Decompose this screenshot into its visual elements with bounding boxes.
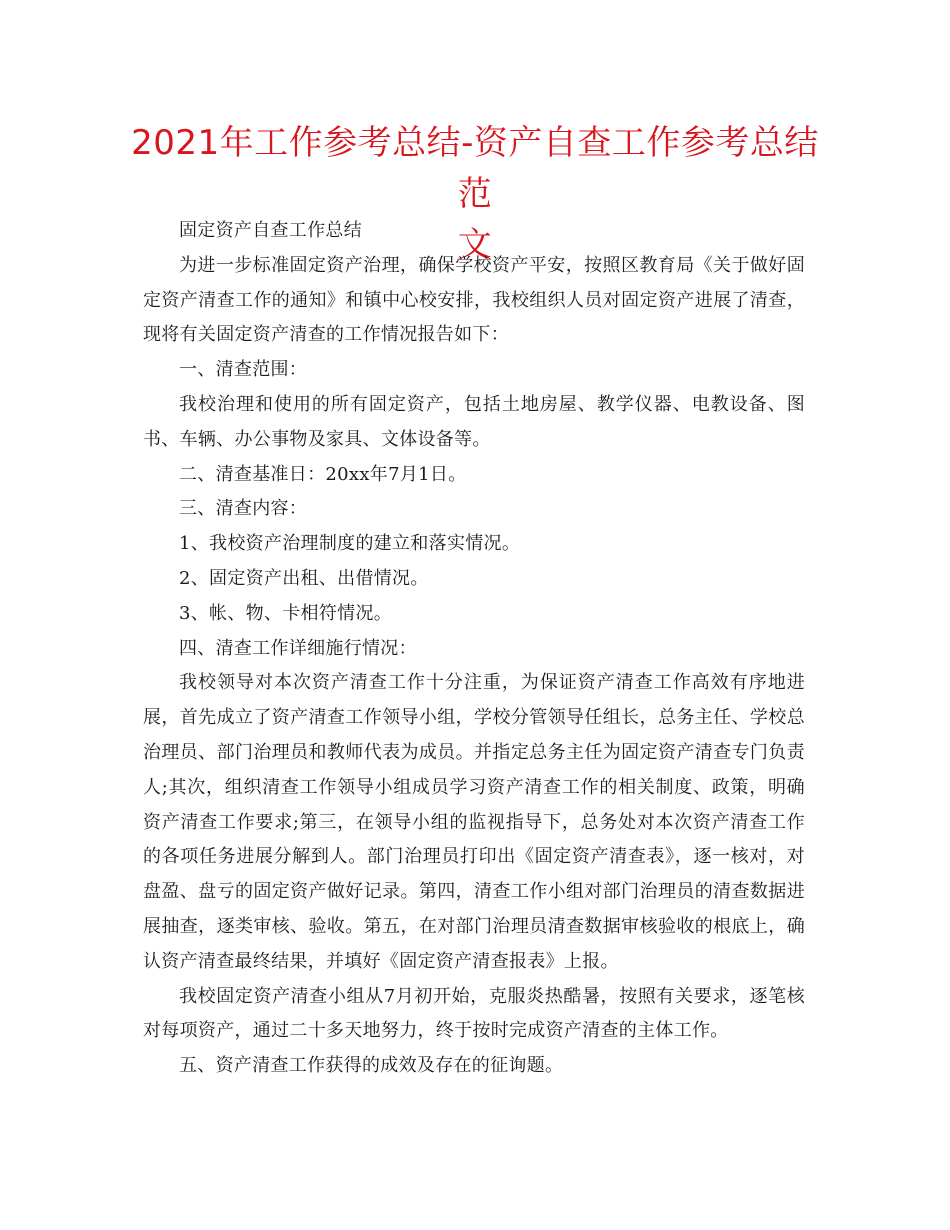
heading-content: 三、清查内容： — [179, 498, 308, 520]
paragraph-intro: 为进一步标准固定资产治理，确保学校资产平安，按照区教育局《关于做好固定资产清查工作的通知》和镇中心校安排，我校组织人员对固定资产进展了清查，现将有关固定资产清查的工作情况报告如下： — [143, 254, 805, 346]
heading-implementation: 四、清查工作详细施行情况： — [179, 637, 417, 659]
heading-scope: 一、清查范围： — [179, 359, 308, 381]
paragraph-scope: 我校治理和使用的所有固定资产，包括土地房屋、教学仪器、电教设备、图书、车辆、办公事物及家具、文体设备等。 — [143, 393, 805, 450]
title-line-1: 2021年工作参考总结-资产自查工作参考总结范 — [131, 123, 819, 214]
document-body — [143, 214, 805, 1084]
list-item-2: 2、固定资产出租、出借情况。 — [179, 567, 429, 589]
title-line-2: 文 — [457, 225, 493, 265]
paragraph-progress: 我校固定资产清查小组从7月初开始，克服炎热酷暑，按照有关要求，逐笔核对每项资产，通过二十多天地努力，终于按时完成资产清查的主体工作。 — [143, 985, 805, 1042]
heading-base-date: 二、清查基准日：20xx年7月1日。 — [179, 463, 467, 485]
paragraph-implementation: 我校领导对本次资产清查工作十分注重，为保证资产清查工作高效有序地进展，首先成立了资产清查工作领导小组，学校分管领导任组长，总务主任、学校总治理员、部门治理员和教师代表为成员。并指定总务主任为固定资产清查专门负责人;其次，组织清查工作领导小组成员学习资产清查工作的相关制度、政策，明确资产清查工作要求;第三，在领导小组的监视指导下，总务处对本次资产清查工作的各项任务进展分解到人。部门治理员打印出《固定资产清查表》，逐一核对，对盘盈、盘亏的固定资产做好记录。第四，清查工作小组对部门治理员的清查数据进展抽查，逐类审核、验收。第五，在对部门治理员清查数据审核验收的根底上，确认资产清查最终结果，并填好《固定资产清查报表》上报。 — [143, 672, 805, 972]
list-item-3: 3、帐、物、卡相符情况。 — [179, 602, 393, 624]
list-item-1: 1、我校资产治理制度的建立和落实情况。 — [179, 533, 521, 555]
heading-results: 五、资产清查工作获得的成效及存在的征询题。 — [179, 1055, 564, 1077]
paragraph-subtitle: 固定资产自查工作总结 — [179, 220, 362, 241]
